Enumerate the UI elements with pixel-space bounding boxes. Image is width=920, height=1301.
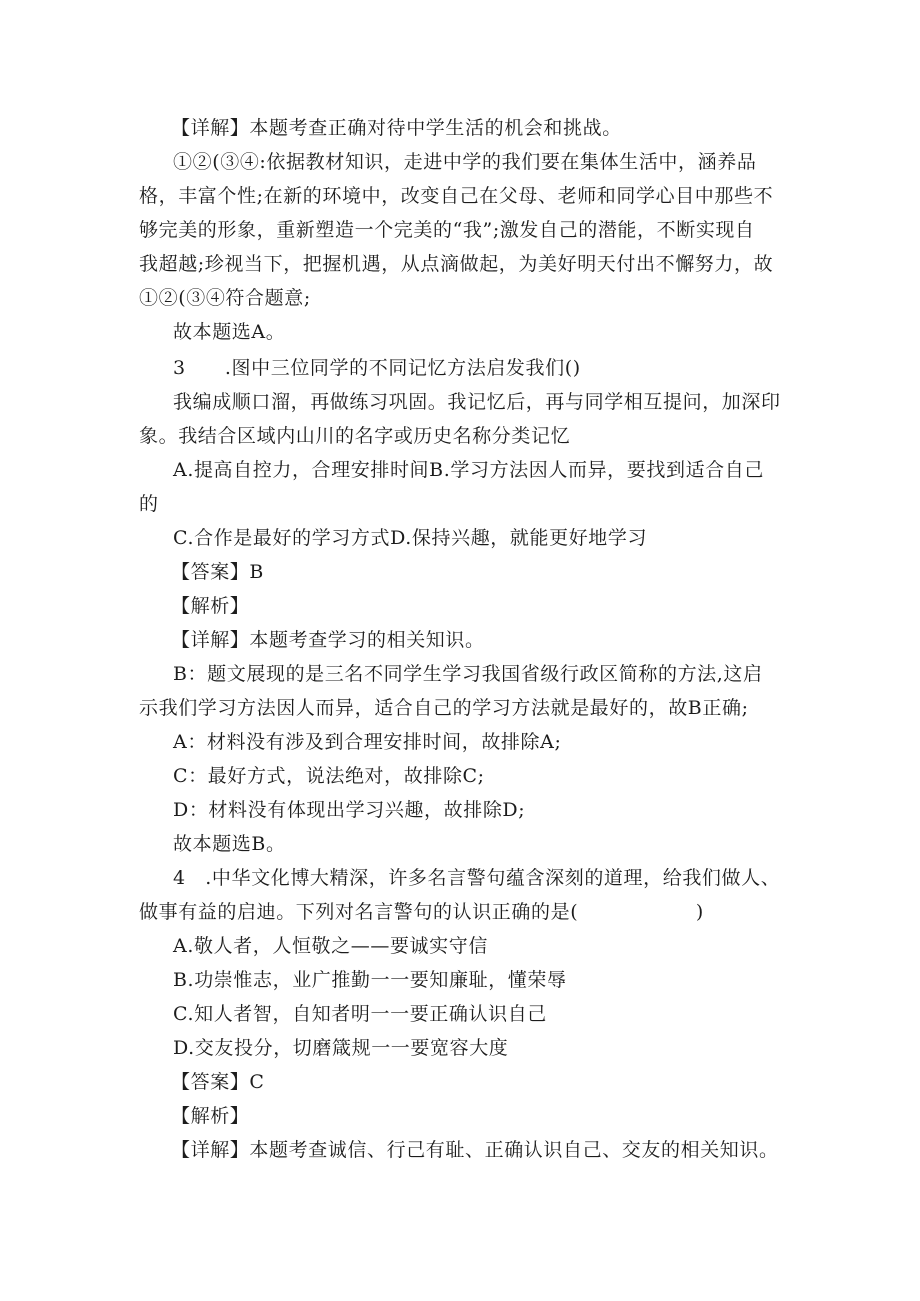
question-heading: 3 .图中三位同学的不同记忆方法启发我们() [173, 357, 581, 379]
option-line: A.提高自控力，合理安排时间B.学习方法因人而异，要找到适合自己 [173, 459, 764, 481]
text-line: ①②(③④符合题意; [139, 287, 311, 309]
text-line: C：最好方式，说法绝对，故排除C; [173, 765, 485, 787]
text-line: 我超越;珍视当下，把握机遇，从点滴做起，为美好明天付出不懈努力，故 [139, 253, 774, 275]
text-line: 故本题选B。 [173, 833, 286, 855]
answer-label: 【答案】C [171, 1071, 265, 1093]
text-line: 做事有益的启迪。下列对名言警句的认识正确的是( ) [139, 901, 704, 923]
text-line: 象。我结合区域内山川的名字或历史名称分类记忆 [139, 425, 571, 447]
text-line: 示我们学习方法因人而异，适合自己的学习方法就是最好的，故B正确; [139, 697, 749, 719]
option-line: D.交友投分，切磨箴规一一要宽容大度 [173, 1037, 509, 1059]
text-line: 的 [139, 493, 159, 515]
option-line: B.功崇惟志，业广推勤一一要知廉耻，懂荣辱 [173, 969, 567, 991]
question-heading: 4 .中华文化博大精深，许多名言警句蕴含深刻的道理，给我们做人、 [173, 867, 781, 889]
text-line: D：材料没有体现出学习兴趣，故排除D; [173, 799, 526, 821]
text-line: 故本题选A。 [173, 321, 286, 343]
text-line: 格，丰富个性;在新的环境中，改变自己在父母、老师和同学心目中那些不 [139, 185, 774, 207]
text-line: A：材料没有涉及到合理安排时间，故排除A; [173, 731, 562, 753]
answer-label: 【答案】B [171, 561, 264, 583]
text-line: 【详解】本题考查学习的相关知识。 [171, 629, 485, 651]
analysis-label: 【解析】 [171, 1105, 250, 1127]
text-line: 【详解】本题考查诚信、行己有耻、正确认识自己、交友的相关知识。 [171, 1139, 779, 1161]
text-line: 够完美的形象，重新塑造一个完美的“我”;激发自己的潜能，不断实现自 [139, 219, 755, 241]
text-line: ①②(③④:依据教材知识，走进中学的我们要在集体生活中，涵养品 [173, 151, 757, 173]
option-line: C.知人者智，自知者明一一要正确认识自己 [173, 1003, 547, 1025]
text-line: B：题文展现的是三名不同学生学习我国省级行政区简称的方法,这启 [173, 663, 763, 685]
text-line: 我编成顺口溜，再做练习巩固。我记忆后，再与同学相互提问，加深印 [173, 391, 781, 413]
option-line: A.敬人者，人恒敬之——要诚实守信 [173, 935, 488, 957]
option-line: C.合作是最好的学习方式D.保持兴趣，就能更好地学习 [173, 527, 648, 549]
analysis-label: 【解析】 [171, 595, 250, 617]
text-line: 【详解】本题考查正确对待中学生活的机会和挑战。 [171, 117, 622, 139]
